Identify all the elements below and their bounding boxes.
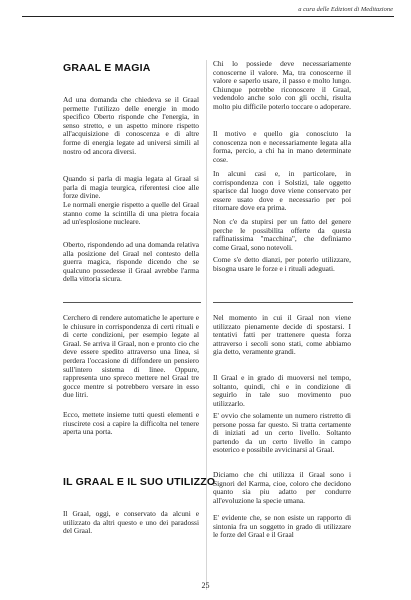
page-number: 25 <box>201 581 210 590</box>
left-paragraph-4: Oberto, rispondendo ad una domanda relativa alla posizione del Graal nel contesto della guerra magica, risponde dicendo che se qualcuno possedesse il Graal avrebbe l'arma della vittoria sicura. <box>63 240 199 284</box>
right-paragraph-5: Come s'e detto dianzi, per poterlo utilizzare, bisogna usare le forze e i rituali adeguati. <box>213 255 351 273</box>
header-rule <box>22 16 394 17</box>
right-paragraph-9: Diciamo che chi utilizza il Graal sono i Signori del Karma, cioe, coloro che decidono quanto sia piu adatto per condurre all'evoluzione la specie umana. <box>213 470 351 505</box>
running-head: a cura delle Edizioni di Meditazione <box>298 6 393 13</box>
right-paragraph-10: E' evidente che, se non esiste un rapporto di sintonia fra un soggetto in grado di utilizzare le forze del Graal e il Graal <box>213 513 351 540</box>
left-paragraph-6: Ecco, mettete insieme tutti questi elementi e riuscirete cosi a capire la difficolta nel tenere aperta una porta. <box>63 410 199 437</box>
left-paragraph-3: Le normali energie rispetto a quelle del Graal stanno come la scintilla di una pietra focaia ad un'esplosione nucleare. <box>63 200 199 227</box>
right-paragraph-3: In alcuni casi e, in particolare, in corrispondenza con i Solstizi, tale oggetto sparisce dal luogo dove viene conservato per essere usato dove e necessario per poi ritornare dove era prima. <box>213 169 351 213</box>
right-paragraph-1: Chi lo possiede deve necessariamente conoscerne il valore. Ma, tra conoscerne il valore e saperlo usare, il passo e molto lungo. Chiunque potrebbe riconoscere il Graal, vedendolo anche solo con gli occhi, risulta molto piu difficile poterlo toccare o adoperare. <box>213 59 351 111</box>
right-paragraph-7: Il Graal e in grado di muoversi nel tempo, soltanto, quindi, chi e in condizione di seguirlo in tale suo movimento puo utilizzarlo. <box>213 373 351 408</box>
right-paragraph-2: Il motivo e quello gia conosciuto la conoscenza non e necessariamente legata alla forma, percio, a chi ha in mano determinate cose. <box>213 129 351 164</box>
right-section-divider <box>213 302 353 303</box>
left-paragraph-7: Il Graal, oggi, e conservato da alcuni e utilizzato da altri questo e uno dei paradossi del Graal. <box>63 509 199 536</box>
left-paragraph-2: Quando si parla di magia legata al Graal si parla di magia teurgica, riferentesi cioe alle forze divine. <box>63 174 199 201</box>
left-paragraph-1: Ad una domanda che chiedeva se il Graal permette l'utilizzo delle energie in modo specifico Oberto risponde che l'energia, in senso stretto, e un aspetto minore rispetto all'acquisizione di conoscenza e di altre forme di energia legate ad universi simili al nostro od ancora diversi. <box>63 95 199 156</box>
section-heading-graal-e-magia: GRAAL E MAGIA <box>63 62 151 74</box>
right-paragraph-6: Nel momento in cui il Graal non viene utilizzato pienamente decide di spostarsi. I tentativi fatti per trattenere questa forza attraverso i secoli sono stati, come abbiamo gia detto, veramente grandi. <box>213 313 351 357</box>
section-heading-il-graal-e-il-suo-utilizzo: IL GRAAL E IL SUO UTILIZZO <box>63 476 216 488</box>
left-paragraph-5: Cerchero di rendere automatiche le aperture e le chiusure in corrispondenza di certi rituali e di certe condizioni, per esempio legate al Graal. Se arriva il Graal, non e pronto cio che deve essere spedito attraverso una linea, si perdera l'occasione di diffondere un pensiero sull'intero sistema di linee. Oppure, rappresenta uno spreco mettere nel Graal tre gocce mentre si potrebbero versare in esso due litri. <box>63 313 199 400</box>
right-paragraph-4: Non c'e da stupirsi per un fatto del genere perche le possibilita offerte da questa raffinatissima "macchina", che definiamo come Graal, sono notevoli. <box>213 217 351 252</box>
left-section-divider <box>63 302 201 303</box>
right-paragraph-8: E' ovvio che solamente un numero ristretto di persone possa far questo. Si tratta certamente di iniziati ad un certo livello. Soltanto partendo da un certo livello in campo esoterico e possibile avvicinarsi al Graal. <box>213 411 351 455</box>
column-separator <box>206 60 207 590</box>
